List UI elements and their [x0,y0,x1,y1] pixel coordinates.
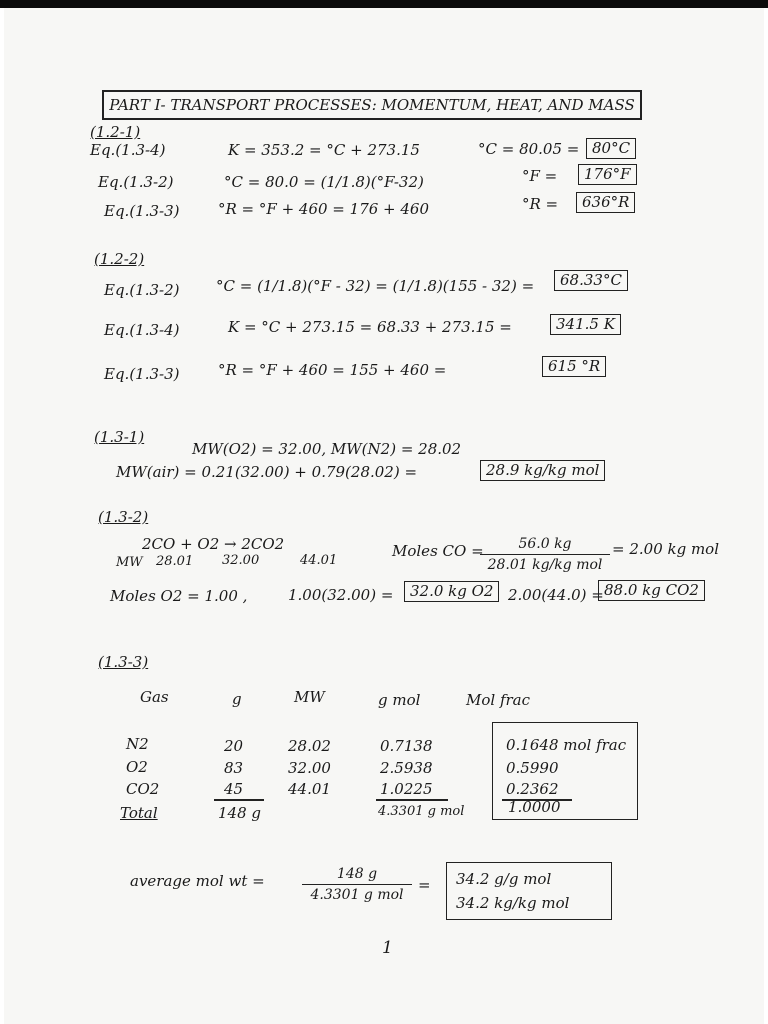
equation-text: average mol wt = [130,872,265,890]
table-cell-gas: CO2 [126,780,160,798]
table-cell: 28.02 [288,737,331,755]
eq-ref: Eq.(1.3-2) [104,281,180,299]
equation-text: 1.00(32.00) = [288,586,394,604]
table-total: 1.0000 [508,798,561,816]
table-cell-gas: N2 [126,735,149,753]
scan-top-edge [0,0,768,8]
table-header: g [232,690,242,708]
eq-ref: Eq.(1.3-3) [104,202,180,220]
result-box: 68.33°C [554,270,628,291]
problem-label-1-3-3: (1.3-3) [98,653,149,671]
mw-label: MW [116,555,143,570]
equals-sign: = [418,876,431,894]
equation-text: °R = [522,195,559,213]
sum-line [214,799,264,801]
table-cell: 44.01 [288,780,331,798]
eq-ref: Eq.(1.3-4) [90,141,166,159]
table-cell: 32.00 [288,759,331,777]
reaction-equation: 2CO + O2 → 2CO2 [142,535,285,553]
equation-text: °C = 80.0 = (1/1.8)(°F-32) [224,173,424,191]
table-header: g mol [378,691,421,709]
fraction-moles-co [480,536,610,573]
table-cell: 0.7138 [380,737,433,755]
result-box: 32.0 kg O2 [404,581,499,602]
table-cell-gas: O2 [126,758,148,776]
result-value: 34.2 kg/kg mol [456,894,570,912]
fraction-denominator: 28.01 kg/kg mol [487,557,603,573]
fraction-numerator: 148 g [302,866,412,885]
result-box: 28.9 kg/kg mol [480,460,605,481]
table-cell: 2.5938 [380,759,433,777]
eq-ref: Eq.(1.3-4) [104,321,180,339]
page-number: 1 [382,938,393,958]
equation-text: Moles O2 = 1.00 , [110,587,248,605]
mw-value: 44.01 [300,553,338,568]
result-box: 636°R [576,192,635,213]
eq-ref: Eq.(1.3-2) [98,173,174,191]
equation-text: MW(O2) = 32.00, MW(N2) = 28.02 [192,440,462,458]
result-box: 88.0 kg CO2 [598,580,705,601]
table-header: Mol frac [466,691,531,709]
problem-label-1-3-2: (1.3-2) [98,508,149,526]
equation-text: °F = [522,167,558,185]
table-cell: 0.5990 [506,759,559,777]
table-header: MW [294,688,325,706]
fraction-numerator: 56.0 kg [480,536,610,555]
problem-label-1-2-1: (1.2-1) [90,123,141,141]
equation-text: MW(air) = 0.21(32.00) + 0.79(28.02) = [116,463,418,481]
table-cell: 20 [224,737,244,755]
equation-text: °C = (1/1.8)(°F - 32) = (1/1.8)(155 - 32) = [216,277,535,295]
table-header: Gas [140,688,169,706]
mw-value: 28.01 [156,554,194,569]
table-cell: 45 [224,780,244,798]
page-title: PART I- TRANSPORT PROCESSES: MOMENTUM, HEAT, AND MASS [102,90,642,120]
problem-label-1-3-1: (1.3-1) [94,428,145,446]
mw-value: 32.00 [222,553,260,568]
table-cell: 0.1648 mol frac [506,736,627,754]
table-total-label: Total [120,804,158,822]
equation-text: = 2.00 kg mol [612,540,720,558]
table-cell: 1.0225 [380,780,433,798]
equation-text: °C = 80.05 = [478,140,580,158]
sum-line [376,799,448,801]
equation-text: Moles CO = [392,542,484,560]
table-cell: 0.2362 [506,780,559,798]
equation-text: °R = °F + 460 = 176 + 460 [218,200,430,218]
equation-text: 2.00(44.0) = [508,586,604,604]
table-total: 148 g [218,804,262,822]
table-total: 4.3301 g mol [378,804,465,819]
eq-ref: Eq.(1.3-3) [104,365,180,383]
table-cell: 83 [224,759,244,777]
result-box: 341.5 K [550,314,621,335]
result-value: 34.2 g/g mol [456,870,552,888]
equation-text: °R = °F + 460 = 155 + 460 = [218,361,447,379]
equation-text: K = °C + 273.15 = 68.33 + 273.15 = [228,318,512,336]
equation-text: K = 353.2 = °C + 273.15 [228,141,420,159]
fraction-denominator: 4.3301 g mol [310,887,404,903]
result-box: 615 °R [542,356,606,377]
problem-label-1-2-2: (1.2-2) [94,250,145,268]
result-box: 176°F [578,164,637,185]
result-box: 80°C [586,138,636,159]
fraction-average [302,866,412,903]
